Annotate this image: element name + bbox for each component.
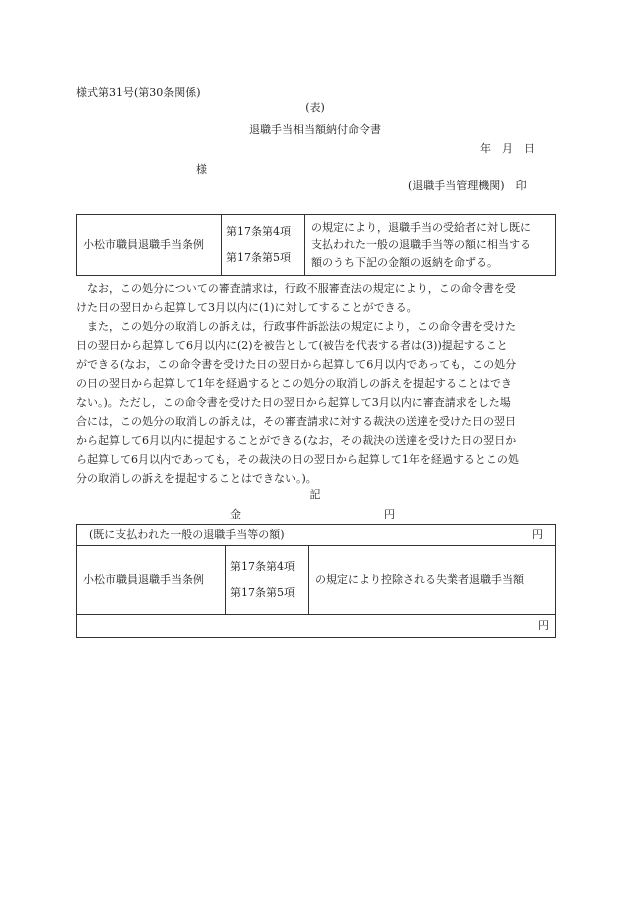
appeal-notice-line: けた日の翌日から起算して3月以内に(1)に対してすることができる。 bbox=[76, 301, 418, 314]
amount-yen: 円 bbox=[384, 508, 395, 521]
form-number: 様式第31号(第30条関係) bbox=[76, 86, 201, 99]
order-table bbox=[76, 214, 556, 276]
order-text-line: 額のうち下記の金額の返納を命ずる。 bbox=[311, 255, 498, 269]
detail-articles bbox=[226, 546, 309, 615]
side-label: (表) bbox=[305, 101, 325, 114]
detail-article-4: 第17条第4項 bbox=[230, 559, 295, 573]
bottom-yen: 円 bbox=[77, 615, 556, 638]
order-text bbox=[305, 215, 556, 276]
page-title: 退職手当相当額納付命令書 bbox=[249, 123, 381, 136]
paid-amount-yen: 円 bbox=[532, 527, 543, 541]
order-article-4: 第17条第4項 bbox=[226, 224, 291, 238]
deduction-text: の規定により控除される失業者退職手当額 bbox=[309, 546, 556, 615]
date-line: 年 月 日 bbox=[480, 142, 535, 155]
addressee-suffix: 様 bbox=[196, 163, 207, 176]
lawsuit-notice-line: 合には，この処分の取消しの訴えは，その審査請求に対する裁決の送達を受けた日の翌日 bbox=[76, 415, 516, 428]
paid-amount-label: (既に支払われた一般の退職手当等の額) bbox=[89, 527, 285, 541]
detail-table bbox=[76, 524, 556, 638]
lawsuit-notice-line: の日の翌日から起算して1年を経過するとこの処分の取消しの訴えを提起することはでき bbox=[76, 377, 512, 390]
order-articles bbox=[222, 215, 305, 276]
order-text-line: 支払われた一般の退職手当等の額に相当する bbox=[311, 238, 531, 252]
order-ordinance: 小松市職員退職手当条例 bbox=[77, 215, 222, 276]
record-heading: 記 bbox=[309, 488, 321, 501]
order-article-5: 第17条第5項 bbox=[226, 251, 291, 264]
order-text-line: の規定により，退職手当の受給者に対し既に bbox=[311, 221, 531, 235]
lawsuit-notice-line: また，この処分の取消しの訴えは，行政事件訴訟法の規定により，この命令書を受けた bbox=[76, 320, 516, 333]
appeal-notice bbox=[76, 279, 556, 317]
lawsuit-notice-line: ができる(なお，この命令書を受けた日の翌日から起算して6月以内であっても，この処分 bbox=[76, 358, 517, 371]
detail-article-5: 第17条第5項 bbox=[230, 586, 295, 599]
lawsuit-notice bbox=[76, 317, 556, 488]
lawsuit-notice-line: ら起算して6月以内であっても，その裁決の日の翌日から起算して1年を経過するとこの処 bbox=[76, 453, 519, 466]
lawsuit-notice-line: 日の翌日から起算して6月以内に(2)を被告として(被告を代表する者は(3))提起すること bbox=[76, 339, 508, 352]
appeal-notice-line: なお，この処分についての審査請求は，行政不服審査法の規定により，この命令書を受 bbox=[76, 282, 516, 295]
amount-label: 金 bbox=[230, 508, 241, 521]
paid-amount-row bbox=[77, 525, 556, 546]
lawsuit-notice-line: ない。)。ただし，この命令書を受けた日の翌日から起算して3月以内に審査請求をした場 bbox=[76, 396, 511, 409]
lawsuit-notice-line: 分の取消しの訴えを提起することはできない。)。 bbox=[76, 472, 317, 485]
detail-ordinance: 小松市職員退職手当条例 bbox=[77, 546, 226, 615]
lawsuit-notice-line: から起算して6月以内に提起することができる(なお，その裁決の送達を受けた日の翌日か bbox=[76, 434, 517, 447]
issuer-line: (退職手当管理機関) 印 bbox=[408, 179, 527, 192]
